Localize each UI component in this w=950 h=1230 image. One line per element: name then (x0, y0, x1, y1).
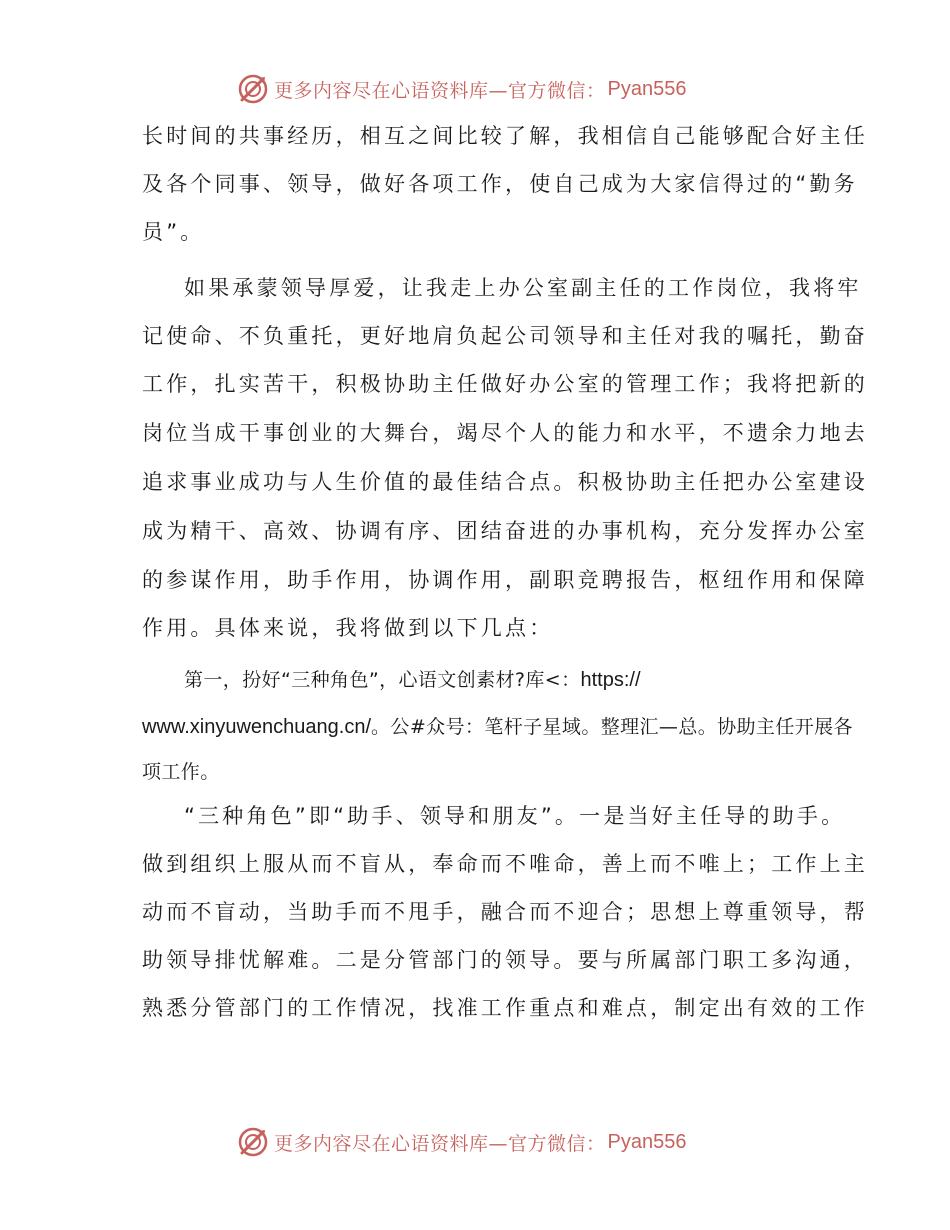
brand-logo-icon (236, 72, 270, 106)
paragraph-line: 做到组织上服从而不盲从，奉命而不唯命，善上而不唯上；工作上主 (142, 852, 868, 876)
url-fragment: https:// (580, 669, 641, 691)
banner-wechat-id: Pyan556 (607, 1130, 687, 1153)
paragraph-line: 追求事业成功与人生价值的最佳结合点。积极协助主任把办公室建设 (142, 470, 868, 494)
point-one-line (142, 712, 853, 742)
paragraph-line: 记使命、不负重托，更好地肩负起公司领导和主任对我的嘱托，勤奋 (142, 324, 868, 348)
paragraph-line: 动而不盲动，当助手而不甩手，融合而不迎合；思想上尊重领导，帮 (142, 900, 868, 924)
paragraph-line: 成为精干、高效、协调有序、团结奋进的办事机构，充分发挥办公室 (142, 519, 868, 543)
point-one-text: 。公#众号：笔杆子星域。整理汇—总。协助主任开展各 (371, 716, 853, 738)
paragraph-line: 助领导排忧解难。二是分管部门的领导。要与所属部门职工多沟通， (142, 948, 868, 972)
paragraph-line: 工作，扎实苦干，积极协助主任做好办公室的管理工作；我将把新的 (142, 372, 868, 396)
paragraph-line: 岗位当成干事创业的大舞台，竭尽个人的能力和水平，不遗余力地去 (142, 421, 868, 445)
point-one-line (184, 665, 641, 695)
paragraph-line: 熟悉分管部门的工作情况，找准工作重点和难点，制定出有效的工作 (142, 996, 868, 1020)
paragraph-line: 长时间的共事经历，相互之间比较了解，我相信自己能够配合好主任 (142, 124, 868, 148)
banner-text: 更多内容尽在心语资料库—官方微信： (274, 1132, 606, 1155)
paragraph-line: “三种角色”即“助手、领导和朋友”。一是当好主任导的助手。 (184, 804, 846, 828)
paragraph-line: 作用。具体来说，我将做到以下几点： (142, 616, 554, 640)
banner-wechat-id: Pyan556 (607, 77, 687, 100)
point-one-heading: 第一，扮好“三种角色”，心语文创素材?库<： (184, 669, 581, 691)
footer-watermark-banner (236, 1122, 716, 1162)
paragraph-line: 的参谋作用，助手作用，协调作用，副职竞聘报告，枢纽作用和保障 (142, 568, 868, 592)
point-one-line: 项工作。 (142, 761, 220, 783)
paragraph-line: 如果承蒙领导厚爱，让我走上办公室副主任的工作岗位，我将牢 (184, 276, 862, 300)
header-watermark-banner (236, 69, 716, 109)
paragraph-line: 及各个同事、领导，做好各项工作，使自己成为大家信得过的“勤务 (142, 172, 858, 196)
brand-logo-icon (236, 1125, 270, 1159)
banner-text: 更多内容尽在心语资料库—官方微信： (274, 79, 606, 102)
url-text: www.xinyuwenchuang.cn/ (142, 716, 372, 738)
paragraph-line: 员”。 (142, 220, 205, 244)
